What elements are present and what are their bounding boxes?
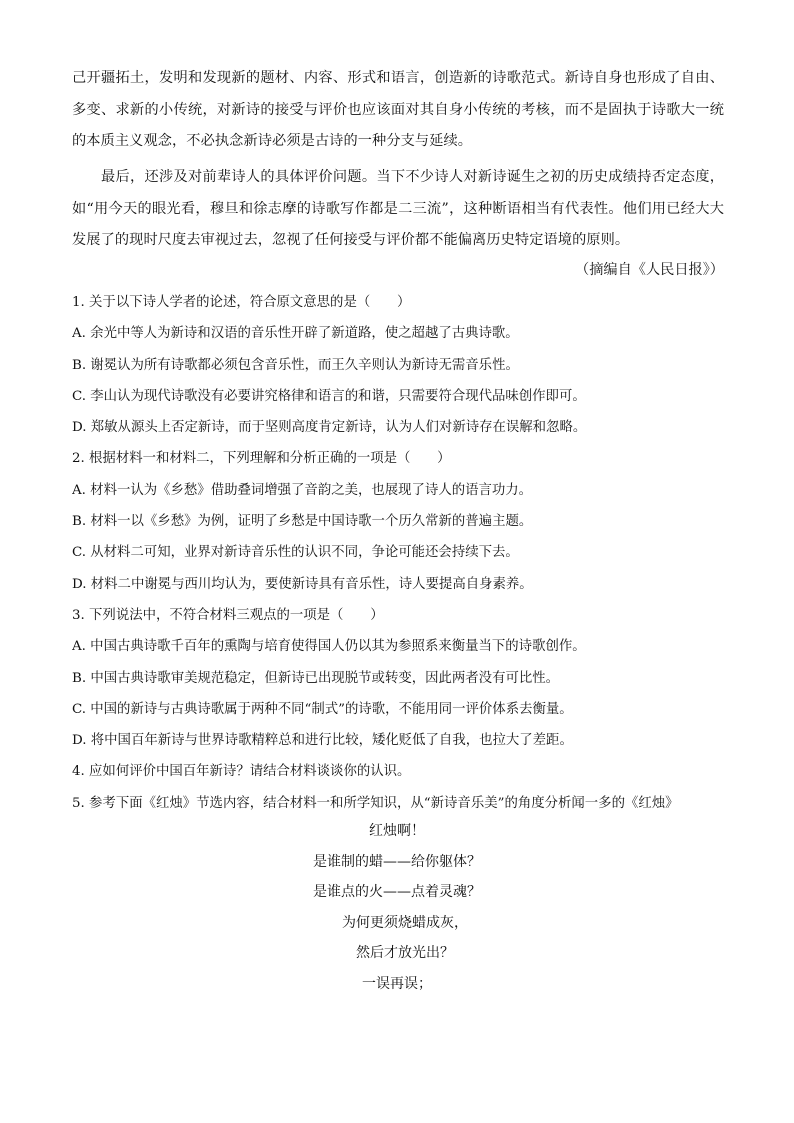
question-3-option-b: B. 中国古典诗歌审美规范稳定，但新诗已出现脱节或转变，因此两者没有可比性。 — [72, 670, 560, 686]
question-3-stem: 3. 下列说法中，不符合材料三观点的一项是（ ） — [72, 607, 384, 623]
question-5-stem: 5. 参考下面《红烛》节选内容，结合材料一和所学知识，从“新诗音乐美”的角度分析闻一多的《红烛》 — [72, 795, 679, 811]
poem-line: 一误再误； — [362, 975, 432, 992]
question-1-option-b: B. 谢冕认为所有诗歌都必须包含音乐性，而王久辛则认为新诗无需音乐性。 — [72, 357, 519, 373]
question-1-option-d: D. 郑敏从源头上否定新诗，而于坚则高度肯定新诗，认为人们对新诗存在误解和忽略。 — [72, 420, 587, 436]
question-4-stem: 4. 应如何评价中国百年新诗？请结合材料谈谈你的认识。 — [72, 764, 411, 780]
question-1-stem: 1. 关于以下诗人学者的论述，符合原文意思的是（ ） — [72, 295, 411, 310]
question-1-option-a: A. 余光中等人为新诗和汉语的音乐性开辟了新道路，使之超越了古典诗歌。 — [72, 326, 519, 342]
question-2-option-a: A. 材料一认为《乡愁》借助叠词增强了音韵之美，也展现了诗人的语言功力。 — [72, 482, 533, 498]
passage-paragraph-1: 己开疆拓土，发明和发现新的题材、内容、形式和语言，创造新的诗歌范式。新诗自身也形成了自由、多变、求新的小传统，对新诗的接受与评价也应该面对其自身小传统的考核，而不是固执于诗歌大一统的本质主义观念，不必执念新诗必须是古诗的一种分支与延续。 — [72, 70, 724, 149]
question-2-option-c: C. 从材料二可知，业界对新诗音乐性的认识不同，争论可能还会持续下去。 — [72, 545, 519, 561]
question-1-option-c: C. 李山认为现代诗歌没有必要讲究格律和语言的和谐，只需要符合现代品味创作即可。 — [72, 388, 586, 404]
question-2-stem: 2. 根据材料一和材料二，下列理解和分析正确的一项是（ ） — [72, 451, 451, 467]
question-2-option-d: D. 材料二中谢冕与西川均认为，要使新诗具有音乐性，诗人要提高自身素养。 — [72, 576, 533, 592]
question-3-option-d: D. 将中国百年新诗与世界诗歌精粹总和进行比较，矮化贬低了自我，也拉大了差距。 — [72, 733, 573, 749]
question-3-option-c: C. 中国的新诗与古典诗歌属于两种不同“制式”的诗歌，不能用同一评价体系去衡量。 — [72, 701, 573, 717]
poem-line: 红烛啊！ — [369, 823, 425, 839]
source-citation: （摘编自《人民日报》） — [575, 262, 724, 278]
question-2-option-b: B. 材料一以《乡愁》为例，证明了乡愁是中国诗歌一个历久常新的普遍主题。 — [72, 514, 533, 530]
question-list — [72, 287, 732, 819]
poem-line: 是谁点的火——点着灵魂？ — [313, 884, 481, 900]
poem-excerpt — [0, 816, 794, 999]
question-3-option-a: A. 中国古典诗歌千百年的熏陶与培育使得国人仍以其为参照系来衡量当下的诗歌创作。 — [72, 639, 586, 655]
poem-line: 是谁制的蜡——给你躯体？ — [313, 853, 481, 870]
passage-paragraph-2: 最后，还涉及对前辈诗人的具体评价问题。当下不少诗人对新诗诞生之初的历史成绩持否定态度，如“用今天的眼光看，穆旦和徐志摩的诗歌写作都是二三流”，这种断语相当有代表性。他们用已经大大发展了的现时尺度去审视过去，忽视了任何接受与评价都不能偏离历史特定语境的原则。 — [72, 169, 724, 248]
poem-line: 然后才放光出？ — [356, 945, 454, 961]
poem-line: 为何更须烧蜡成灰， — [342, 914, 468, 931]
